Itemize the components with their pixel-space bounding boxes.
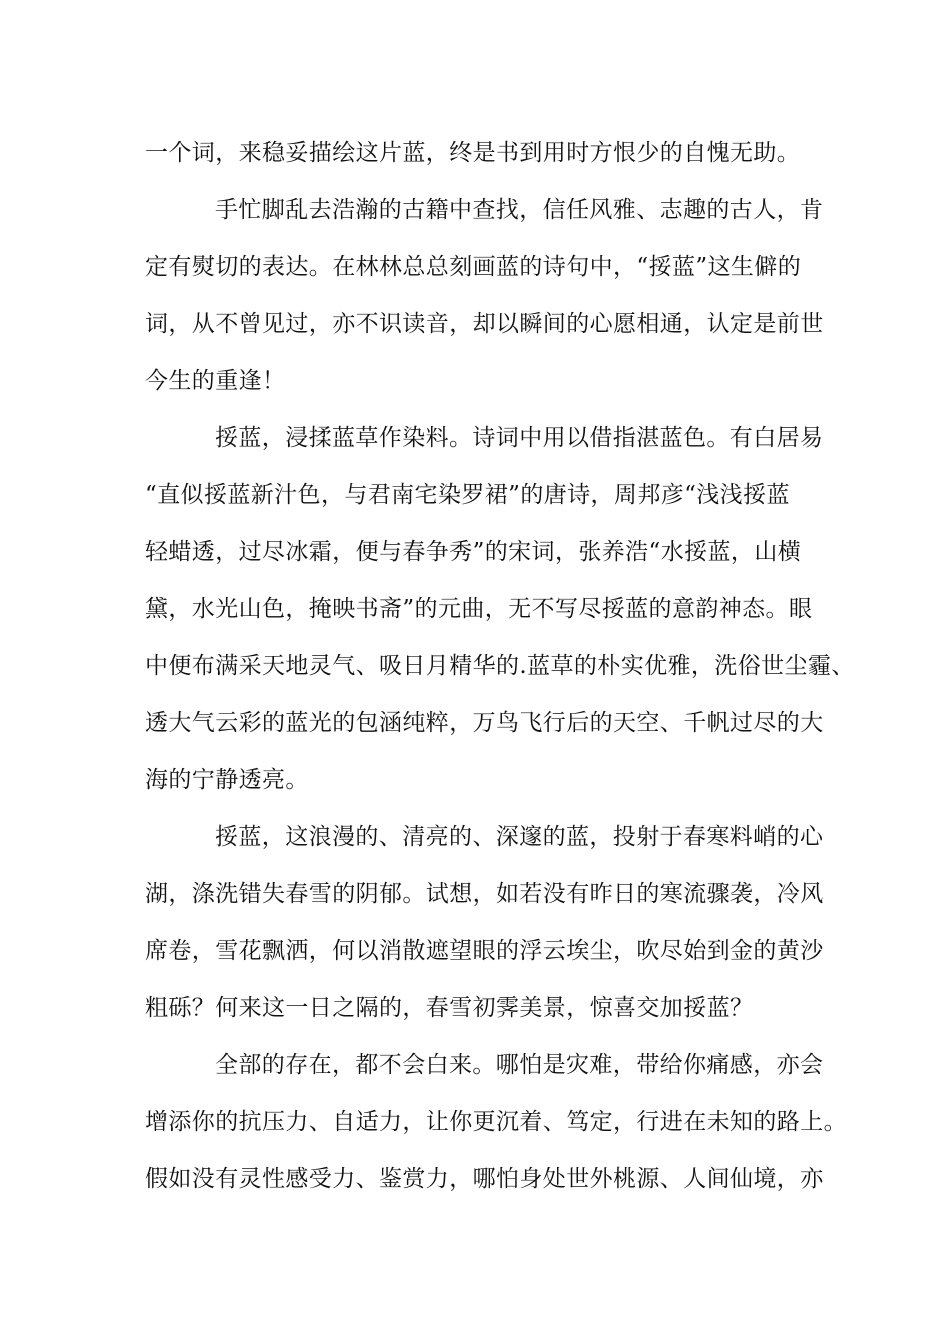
text-line: 粗砾？何来这一日之隔的，春雪初霁美景，惊喜交加挼蓝？ bbox=[145, 995, 754, 1021]
text-line: 增添你的抗压力、自适力，让你更沉着、笃定，行进在未知的路上。 bbox=[145, 1109, 847, 1135]
paragraph-first-line: 挼蓝，浸揉蓝草作染料。诗词中用以借指湛蓝色。有白居易 bbox=[215, 425, 824, 451]
text-line: 黛，水光山色，掩映书斋”的元曲，无不写尽挼蓝的意韵神态。眼 bbox=[145, 596, 813, 622]
text-line: 定有熨切的表达。在林林总总刻画蓝的诗句中，“挼蓝”这生僻的 bbox=[145, 254, 802, 280]
text-line: 席卷，雪花飘洒，何以消散遮望眼的浮云埃尘，吹尽始到金的黄沙 bbox=[145, 938, 824, 964]
paragraph-first-line: 挼蓝，这浪漫的、清亮的、深邃的蓝，投射于春寒料峭的心 bbox=[215, 824, 824, 850]
text-line: “直似挼蓝新汁色，与君南宅染罗裙”的唐诗，周邦彦“浅浅挼蓝 bbox=[145, 482, 790, 508]
text-line: 一个词，来稳妥描绘这片蓝，终是书到用时方恨少的自愧无助。 bbox=[145, 140, 801, 166]
text-line: 湖，涤洗错失春雪的阴郁。试想，如若没有昨日的寒流骤袭，冷风 bbox=[145, 881, 824, 907]
text-line: 今生的重逢！ bbox=[145, 368, 286, 394]
text-line: 轻蜡透，过尽冰霜，便与春争秀”的宋词，张养浩“水挼蓝，山横 bbox=[145, 539, 802, 565]
paragraph-first-line: 手忙脚乱去浩瀚的古籍中查找，信任风雅、志趣的古人，肯 bbox=[215, 197, 824, 223]
paragraph-first-line: 全部的存在，都不会白来。哪怕是灾难，带给你痛感，亦会 bbox=[215, 1052, 824, 1078]
text-line: 中便布满采天地灵气、吸日月精华的.蓝草的朴实优雅，洗俗世尘霾、 bbox=[145, 653, 855, 679]
text-line: 海的宁静透亮。 bbox=[145, 767, 309, 793]
text-line: 透大气云彩的蓝光的包涵纯粹，万鸟飞行后的天空、千帆过尽的大 bbox=[145, 710, 824, 736]
text-line: 词，从不曾见过，亦不识读音，却以瞬间的心愿相通，认定是前世 bbox=[145, 311, 824, 337]
text-line: 假如没有灵性感受力、鉴赏力，哪怕身处世外桃源、人间仙境，亦 bbox=[145, 1166, 824, 1192]
